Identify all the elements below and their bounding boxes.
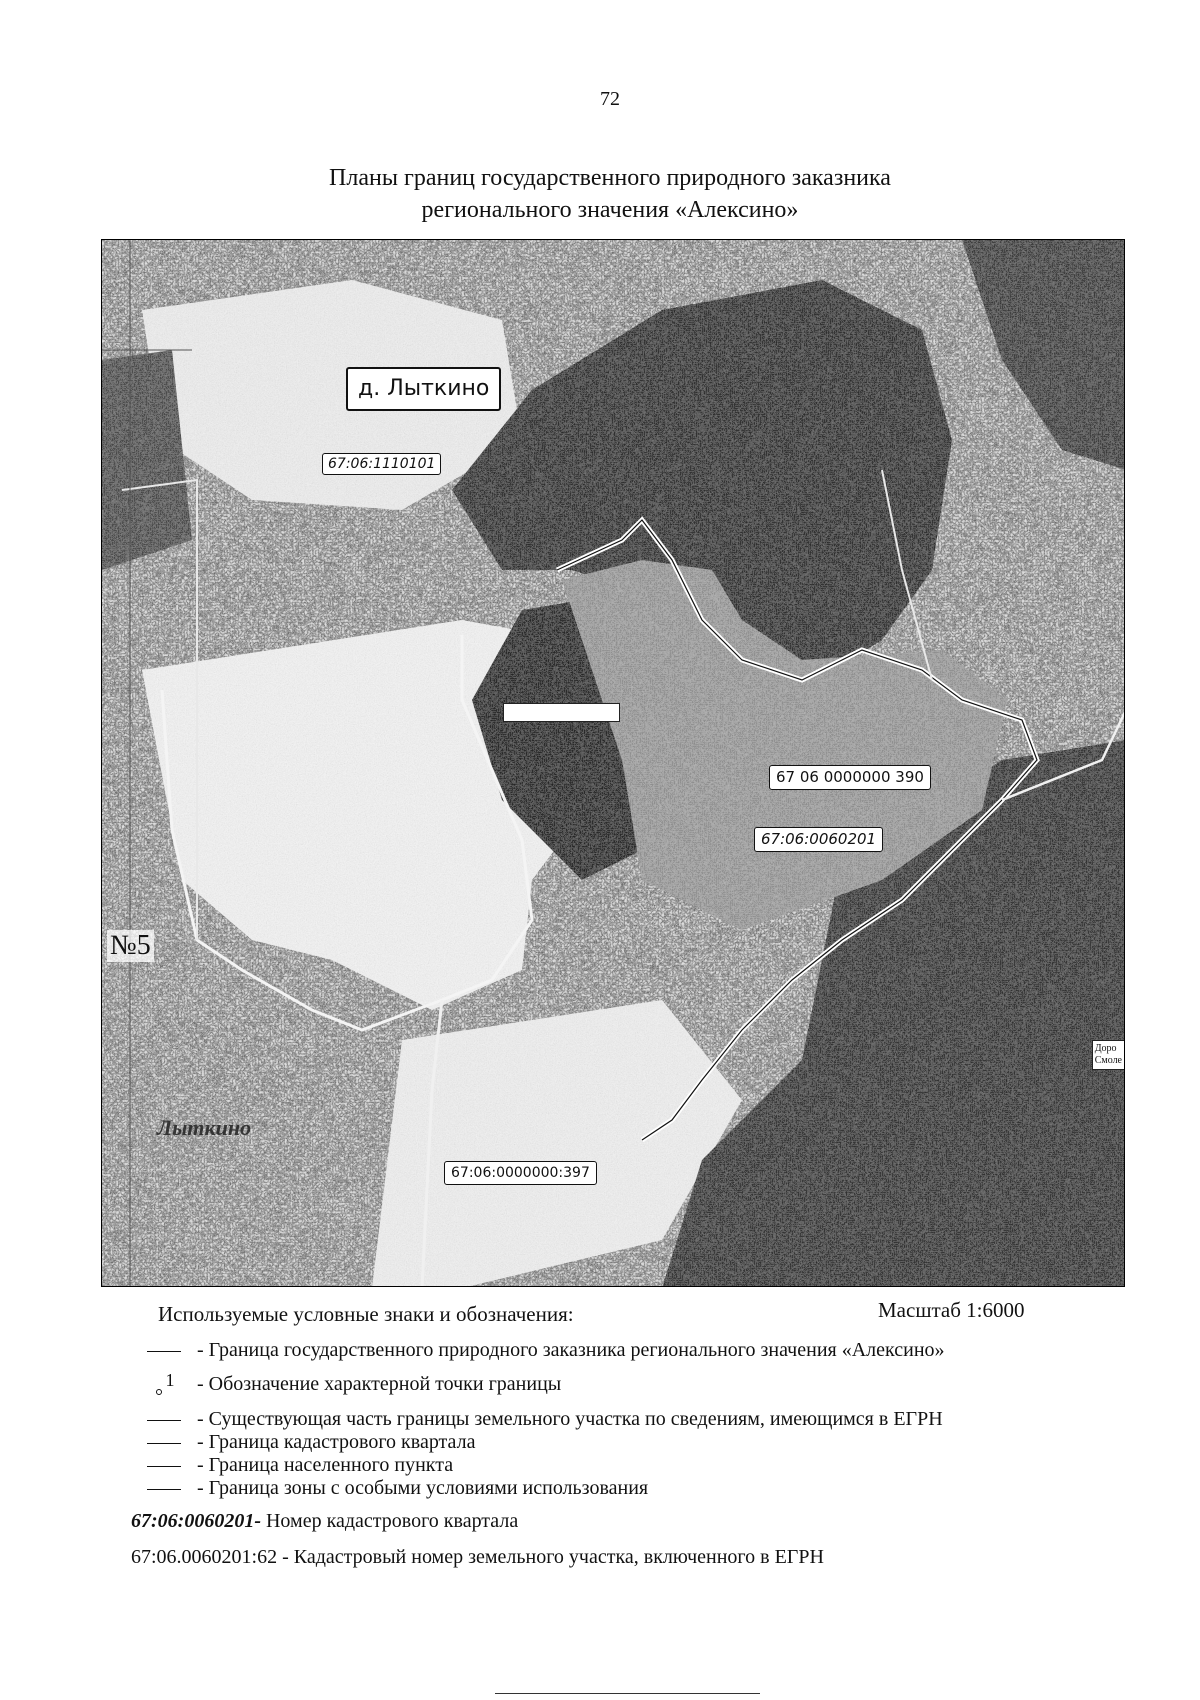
title-line-2: регионального значения «Алексино» xyxy=(421,197,799,223)
quarter-boundary-symbol xyxy=(147,1443,181,1444)
parcel-label-397: 67:06:0000000:397 xyxy=(444,1161,597,1185)
legend-row-reserve-boundary xyxy=(147,1339,945,1362)
page-number: 72 xyxy=(600,88,620,110)
village-label: д. Лыткино xyxy=(346,367,501,411)
settlement-boundary-symbol xyxy=(147,1466,181,1467)
legend-row-boundary-point xyxy=(147,1370,562,1396)
parcel-code-example: 67:06.0060201:62 xyxy=(131,1546,278,1568)
legend-text-1: - Граница государственного природного заказника регионального значения «Алексино» xyxy=(197,1339,945,1361)
edge-road-label xyxy=(1092,1040,1124,1070)
map-imagery xyxy=(102,240,1125,1287)
bottom-rule xyxy=(495,1693,760,1694)
village-old-label: Лыткино xyxy=(157,1115,252,1140)
legend-text-4: - Граница кадастрового квартала xyxy=(197,1431,476,1453)
quarter-code-example: 67:06:0060201- xyxy=(131,1510,261,1532)
zone-boundary-symbol xyxy=(147,1489,181,1490)
boundary-point-symbol xyxy=(147,1370,181,1396)
legend-text-5: - Граница населенного пункта xyxy=(197,1454,454,1476)
scale-label: Масштаб 1:6000 xyxy=(878,1298,1025,1322)
quarter-label-reserve: 67:06:0060201 xyxy=(754,827,883,852)
parcel-code-desc: - Кадастровый номер земельного участка, включенного в ЕГРН xyxy=(277,1546,824,1568)
parcel-label-390: 67 06 0000000 390 xyxy=(769,765,931,790)
edge-label-line-2: Смоле xyxy=(1094,1055,1122,1066)
edge-label-line-1: Доро xyxy=(1094,1043,1117,1054)
legend-heading: Используемые условные знаки и обозначения: xyxy=(158,1302,574,1326)
legend-row-zone-boundary xyxy=(147,1477,648,1500)
legend-text-2: - Обозначение характерной точки границы xyxy=(197,1373,562,1395)
legend-text-3: - Существующая часть границы земельного участка по сведениям, имеющимся в ЕГРН xyxy=(197,1408,943,1430)
point-number: 1 xyxy=(165,1370,175,1390)
map-number-label: №5 xyxy=(107,930,154,962)
legend-row-parcel-code xyxy=(131,1546,824,1569)
legend-row-settlement-boundary xyxy=(147,1454,453,1477)
reserve-boundary-symbol xyxy=(147,1351,181,1352)
legend-text-6: - Граница зоны с особыми условиями использования xyxy=(197,1477,649,1499)
legend-row-quarter-code xyxy=(131,1510,518,1533)
legend-row-quarter-boundary xyxy=(147,1431,475,1454)
map-frame xyxy=(101,239,1125,1287)
blank-label xyxy=(503,703,620,722)
quarter-code-desc: Номер кадастрового квартала xyxy=(260,1510,519,1532)
title-line-1: Планы границ государственного природного заказника xyxy=(329,165,891,191)
legend-row-parcel-boundary xyxy=(147,1408,943,1431)
parcel-boundary-symbol xyxy=(147,1420,181,1421)
page-title xyxy=(0,162,1200,226)
point-circle-icon xyxy=(156,1389,162,1395)
terrain-grain xyxy=(102,240,1125,1287)
quarter-label-north: 67:06:1110101 xyxy=(322,453,441,475)
